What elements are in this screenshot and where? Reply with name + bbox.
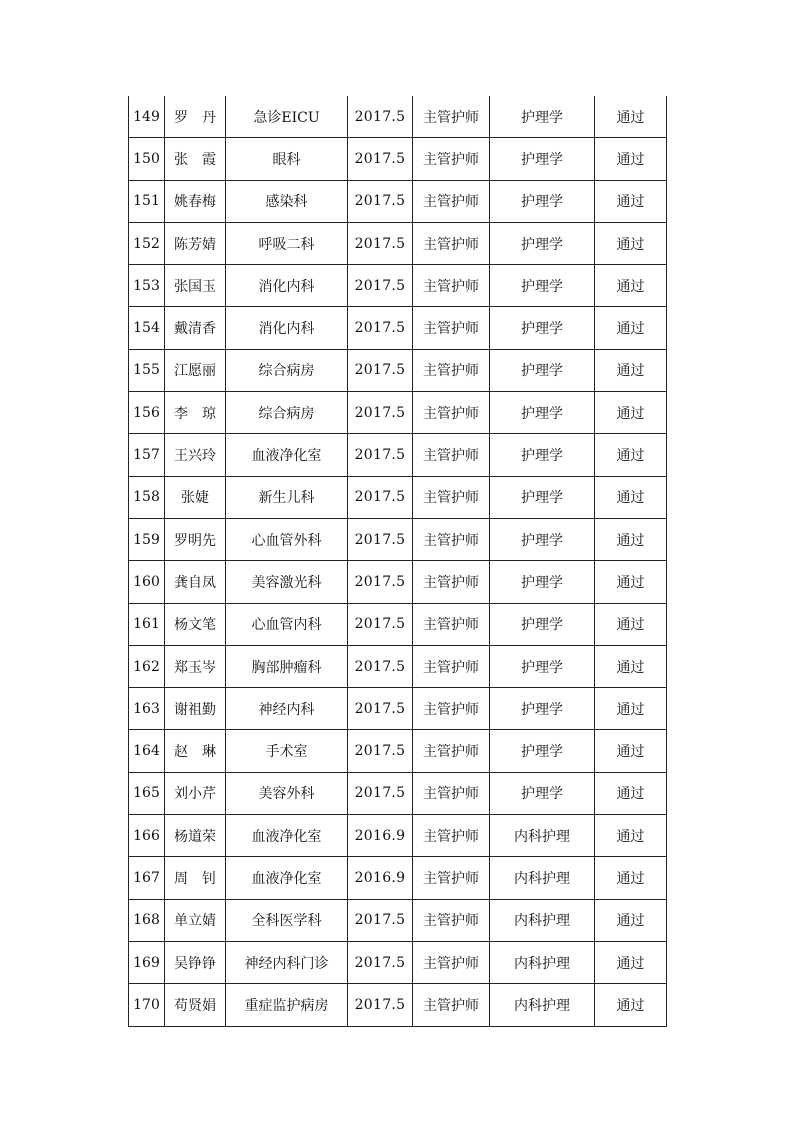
table-row [129, 899, 667, 941]
row-number-cell: 156 [129, 392, 165, 434]
exam-result-cell: 通过 [595, 476, 667, 518]
row-number-cell: 170 [129, 984, 165, 1026]
person-name-cell: 王兴玲 [165, 434, 226, 476]
exam-result-cell: 通过 [595, 941, 667, 983]
exam-result-cell: 通过 [595, 307, 667, 349]
exam-subject-cell: 护理学 [490, 96, 595, 138]
exam-result-cell: 通过 [595, 265, 667, 307]
department-cell: 神经内科 [226, 688, 348, 730]
exam-subject-cell: 护理学 [490, 772, 595, 814]
exam-result-cell: 通过 [595, 518, 667, 560]
department-cell: 感染科 [226, 180, 348, 222]
exam-date-cell: 2017.5 [348, 730, 413, 772]
professional-title-cell: 主管护师 [413, 730, 490, 772]
person-name-cell: 杨道荣 [165, 815, 226, 857]
exam-result-cell: 通过 [595, 899, 667, 941]
professional-title-cell: 主管护师 [413, 392, 490, 434]
exam-subject-cell: 内科护理 [490, 941, 595, 983]
row-number-cell: 149 [129, 96, 165, 138]
exam-subject-cell: 护理学 [490, 730, 595, 772]
table-row [129, 984, 667, 1026]
person-name-cell: 杨文笔 [165, 603, 226, 645]
person-name-cell: 吴铮铮 [165, 941, 226, 983]
table-row [129, 518, 667, 560]
exam-date-cell: 2017.5 [348, 180, 413, 222]
exam-subject-cell: 护理学 [490, 307, 595, 349]
exam-subject-cell: 护理学 [490, 180, 595, 222]
exam-subject-cell: 护理学 [490, 518, 595, 560]
row-number-cell: 157 [129, 434, 165, 476]
row-number-cell: 168 [129, 899, 165, 941]
person-name-cell: 罗 丹 [165, 96, 226, 138]
exam-subject-cell: 护理学 [490, 688, 595, 730]
department-cell: 呼吸二科 [226, 222, 348, 264]
table-row [129, 688, 667, 730]
table-row [129, 476, 667, 518]
table-row [129, 561, 667, 603]
row-number-cell: 159 [129, 518, 165, 560]
exam-result-cell: 通过 [595, 645, 667, 687]
exam-result-cell: 通过 [595, 603, 667, 645]
department-cell: 神经内科门诊 [226, 941, 348, 983]
exam-result-cell: 通过 [595, 180, 667, 222]
table-row [129, 265, 667, 307]
person-name-cell: 周 钊 [165, 857, 226, 899]
professional-title-cell: 主管护师 [413, 857, 490, 899]
department-cell: 美容激光科 [226, 561, 348, 603]
department-cell: 重症监护病房 [226, 984, 348, 1026]
person-name-cell: 赵 琳 [165, 730, 226, 772]
row-number-cell: 158 [129, 476, 165, 518]
exam-date-cell: 2017.5 [348, 603, 413, 645]
exam-date-cell: 2017.5 [348, 688, 413, 730]
row-number-cell: 165 [129, 772, 165, 814]
department-cell: 胸部肿瘤科 [226, 645, 348, 687]
exam-result-cell: 通过 [595, 392, 667, 434]
table-row [129, 222, 667, 264]
person-name-cell: 单立婧 [165, 899, 226, 941]
exam-result-cell: 通过 [595, 688, 667, 730]
table-row [129, 772, 667, 814]
department-cell: 消化内科 [226, 307, 348, 349]
table-row [129, 138, 667, 180]
exam-subject-cell: 护理学 [490, 392, 595, 434]
table-row [129, 392, 667, 434]
row-number-cell: 150 [129, 138, 165, 180]
exam-date-cell: 2016.9 [348, 857, 413, 899]
exam-result-cell: 通过 [595, 349, 667, 391]
exam-result-cell: 通过 [595, 772, 667, 814]
exam-subject-cell: 内科护理 [490, 815, 595, 857]
exam-date-cell: 2017.5 [348, 349, 413, 391]
row-number-cell: 155 [129, 349, 165, 391]
exam-subject-cell: 内科护理 [490, 984, 595, 1026]
exam-date-cell: 2017.5 [348, 899, 413, 941]
table-row [129, 645, 667, 687]
table-row [129, 434, 667, 476]
exam-subject-cell: 护理学 [490, 434, 595, 476]
person-name-cell: 谢祖勤 [165, 688, 226, 730]
table-row [129, 941, 667, 983]
professional-title-cell: 主管护师 [413, 434, 490, 476]
exam-subject-cell: 内科护理 [490, 857, 595, 899]
exam-date-cell: 2017.5 [348, 476, 413, 518]
table-row [129, 180, 667, 222]
department-cell: 眼科 [226, 138, 348, 180]
professional-title-cell: 主管护师 [413, 645, 490, 687]
professional-title-cell: 主管护师 [413, 772, 490, 814]
person-name-cell: 苟贤娟 [165, 984, 226, 1026]
professional-title-cell: 主管护师 [413, 603, 490, 645]
professional-title-cell: 主管护师 [413, 476, 490, 518]
records-table-body [129, 96, 667, 1026]
exam-result-cell: 通过 [595, 815, 667, 857]
exam-date-cell: 2017.5 [348, 265, 413, 307]
professional-title-cell: 主管护师 [413, 518, 490, 560]
exam-subject-cell: 护理学 [490, 349, 595, 391]
department-cell: 消化内科 [226, 265, 348, 307]
professional-title-cell: 主管护师 [413, 561, 490, 603]
person-name-cell: 姚春梅 [165, 180, 226, 222]
exam-date-cell: 2017.5 [348, 645, 413, 687]
exam-subject-cell: 护理学 [490, 265, 595, 307]
person-name-cell: 陈芳婧 [165, 222, 226, 264]
row-number-cell: 163 [129, 688, 165, 730]
row-number-cell: 169 [129, 941, 165, 983]
row-number-cell: 162 [129, 645, 165, 687]
row-number-cell: 152 [129, 222, 165, 264]
department-cell: 手术室 [226, 730, 348, 772]
department-cell: 血液净化室 [226, 815, 348, 857]
person-name-cell: 张婕 [165, 476, 226, 518]
exam-subject-cell: 护理学 [490, 645, 595, 687]
table-row [129, 815, 667, 857]
table-row [129, 603, 667, 645]
row-number-cell: 151 [129, 180, 165, 222]
department-cell: 综合病房 [226, 392, 348, 434]
department-cell: 综合病房 [226, 349, 348, 391]
table-row [129, 96, 667, 138]
exam-date-cell: 2017.5 [348, 392, 413, 434]
exam-date-cell: 2017.5 [348, 772, 413, 814]
professional-title-cell: 主管护师 [413, 138, 490, 180]
row-number-cell: 154 [129, 307, 165, 349]
professional-title-cell: 主管护师 [413, 180, 490, 222]
exam-date-cell: 2017.5 [348, 138, 413, 180]
row-number-cell: 167 [129, 857, 165, 899]
professional-title-cell: 主管护师 [413, 307, 490, 349]
exam-subject-cell: 护理学 [490, 222, 595, 264]
exam-date-cell: 2017.5 [348, 434, 413, 476]
person-name-cell: 刘小芹 [165, 772, 226, 814]
professional-title-cell: 主管护师 [413, 349, 490, 391]
department-cell: 血液净化室 [226, 434, 348, 476]
exam-result-cell: 通过 [595, 857, 667, 899]
table-row [129, 857, 667, 899]
exam-subject-cell: 护理学 [490, 476, 595, 518]
row-number-cell: 160 [129, 561, 165, 603]
person-name-cell: 郑玉岑 [165, 645, 226, 687]
row-number-cell: 166 [129, 815, 165, 857]
professional-title-cell: 主管护师 [413, 96, 490, 138]
exam-result-cell: 通过 [595, 434, 667, 476]
department-cell: 全科医学科 [226, 899, 348, 941]
professional-title-cell: 主管护师 [413, 899, 490, 941]
exam-result-cell: 通过 [595, 222, 667, 264]
professional-title-cell: 主管护师 [413, 265, 490, 307]
professional-title-cell: 主管护师 [413, 222, 490, 264]
table-row [129, 307, 667, 349]
department-cell: 心血管内科 [226, 603, 348, 645]
department-cell: 急诊EICU [226, 96, 348, 138]
exam-date-cell: 2017.5 [348, 984, 413, 1026]
professional-title-cell: 主管护师 [413, 815, 490, 857]
exam-result-cell: 通过 [595, 96, 667, 138]
exam-subject-cell: 内科护理 [490, 899, 595, 941]
exam-subject-cell: 护理学 [490, 138, 595, 180]
exam-result-cell: 通过 [595, 138, 667, 180]
table-row [129, 730, 667, 772]
department-cell: 美容外科 [226, 772, 348, 814]
person-name-cell: 张国玉 [165, 265, 226, 307]
exam-date-cell: 2017.5 [348, 941, 413, 983]
department-cell: 血液净化室 [226, 857, 348, 899]
exam-result-cell: 通过 [595, 984, 667, 1026]
exam-subject-cell: 护理学 [490, 603, 595, 645]
person-name-cell: 张 霞 [165, 138, 226, 180]
exam-date-cell: 2017.5 [348, 96, 413, 138]
department-cell: 心血管外科 [226, 518, 348, 560]
exam-date-cell: 2016.9 [348, 815, 413, 857]
exam-date-cell: 2017.5 [348, 222, 413, 264]
row-number-cell: 161 [129, 603, 165, 645]
person-name-cell: 罗明先 [165, 518, 226, 560]
department-cell: 新生儿科 [226, 476, 348, 518]
professional-title-cell: 主管护师 [413, 984, 490, 1026]
row-number-cell: 153 [129, 265, 165, 307]
records-table [128, 96, 667, 1027]
table-row [129, 349, 667, 391]
exam-result-cell: 通过 [595, 730, 667, 772]
row-number-cell: 164 [129, 730, 165, 772]
person-name-cell: 戴清香 [165, 307, 226, 349]
professional-title-cell: 主管护师 [413, 941, 490, 983]
exam-result-cell: 通过 [595, 561, 667, 603]
professional-title-cell: 主管护师 [413, 688, 490, 730]
exam-date-cell: 2017.5 [348, 307, 413, 349]
person-name-cell: 李 琼 [165, 392, 226, 434]
exam-date-cell: 2017.5 [348, 518, 413, 560]
exam-date-cell: 2017.5 [348, 561, 413, 603]
exam-subject-cell: 护理学 [490, 561, 595, 603]
person-name-cell: 龚自凤 [165, 561, 226, 603]
person-name-cell: 江愿丽 [165, 349, 226, 391]
